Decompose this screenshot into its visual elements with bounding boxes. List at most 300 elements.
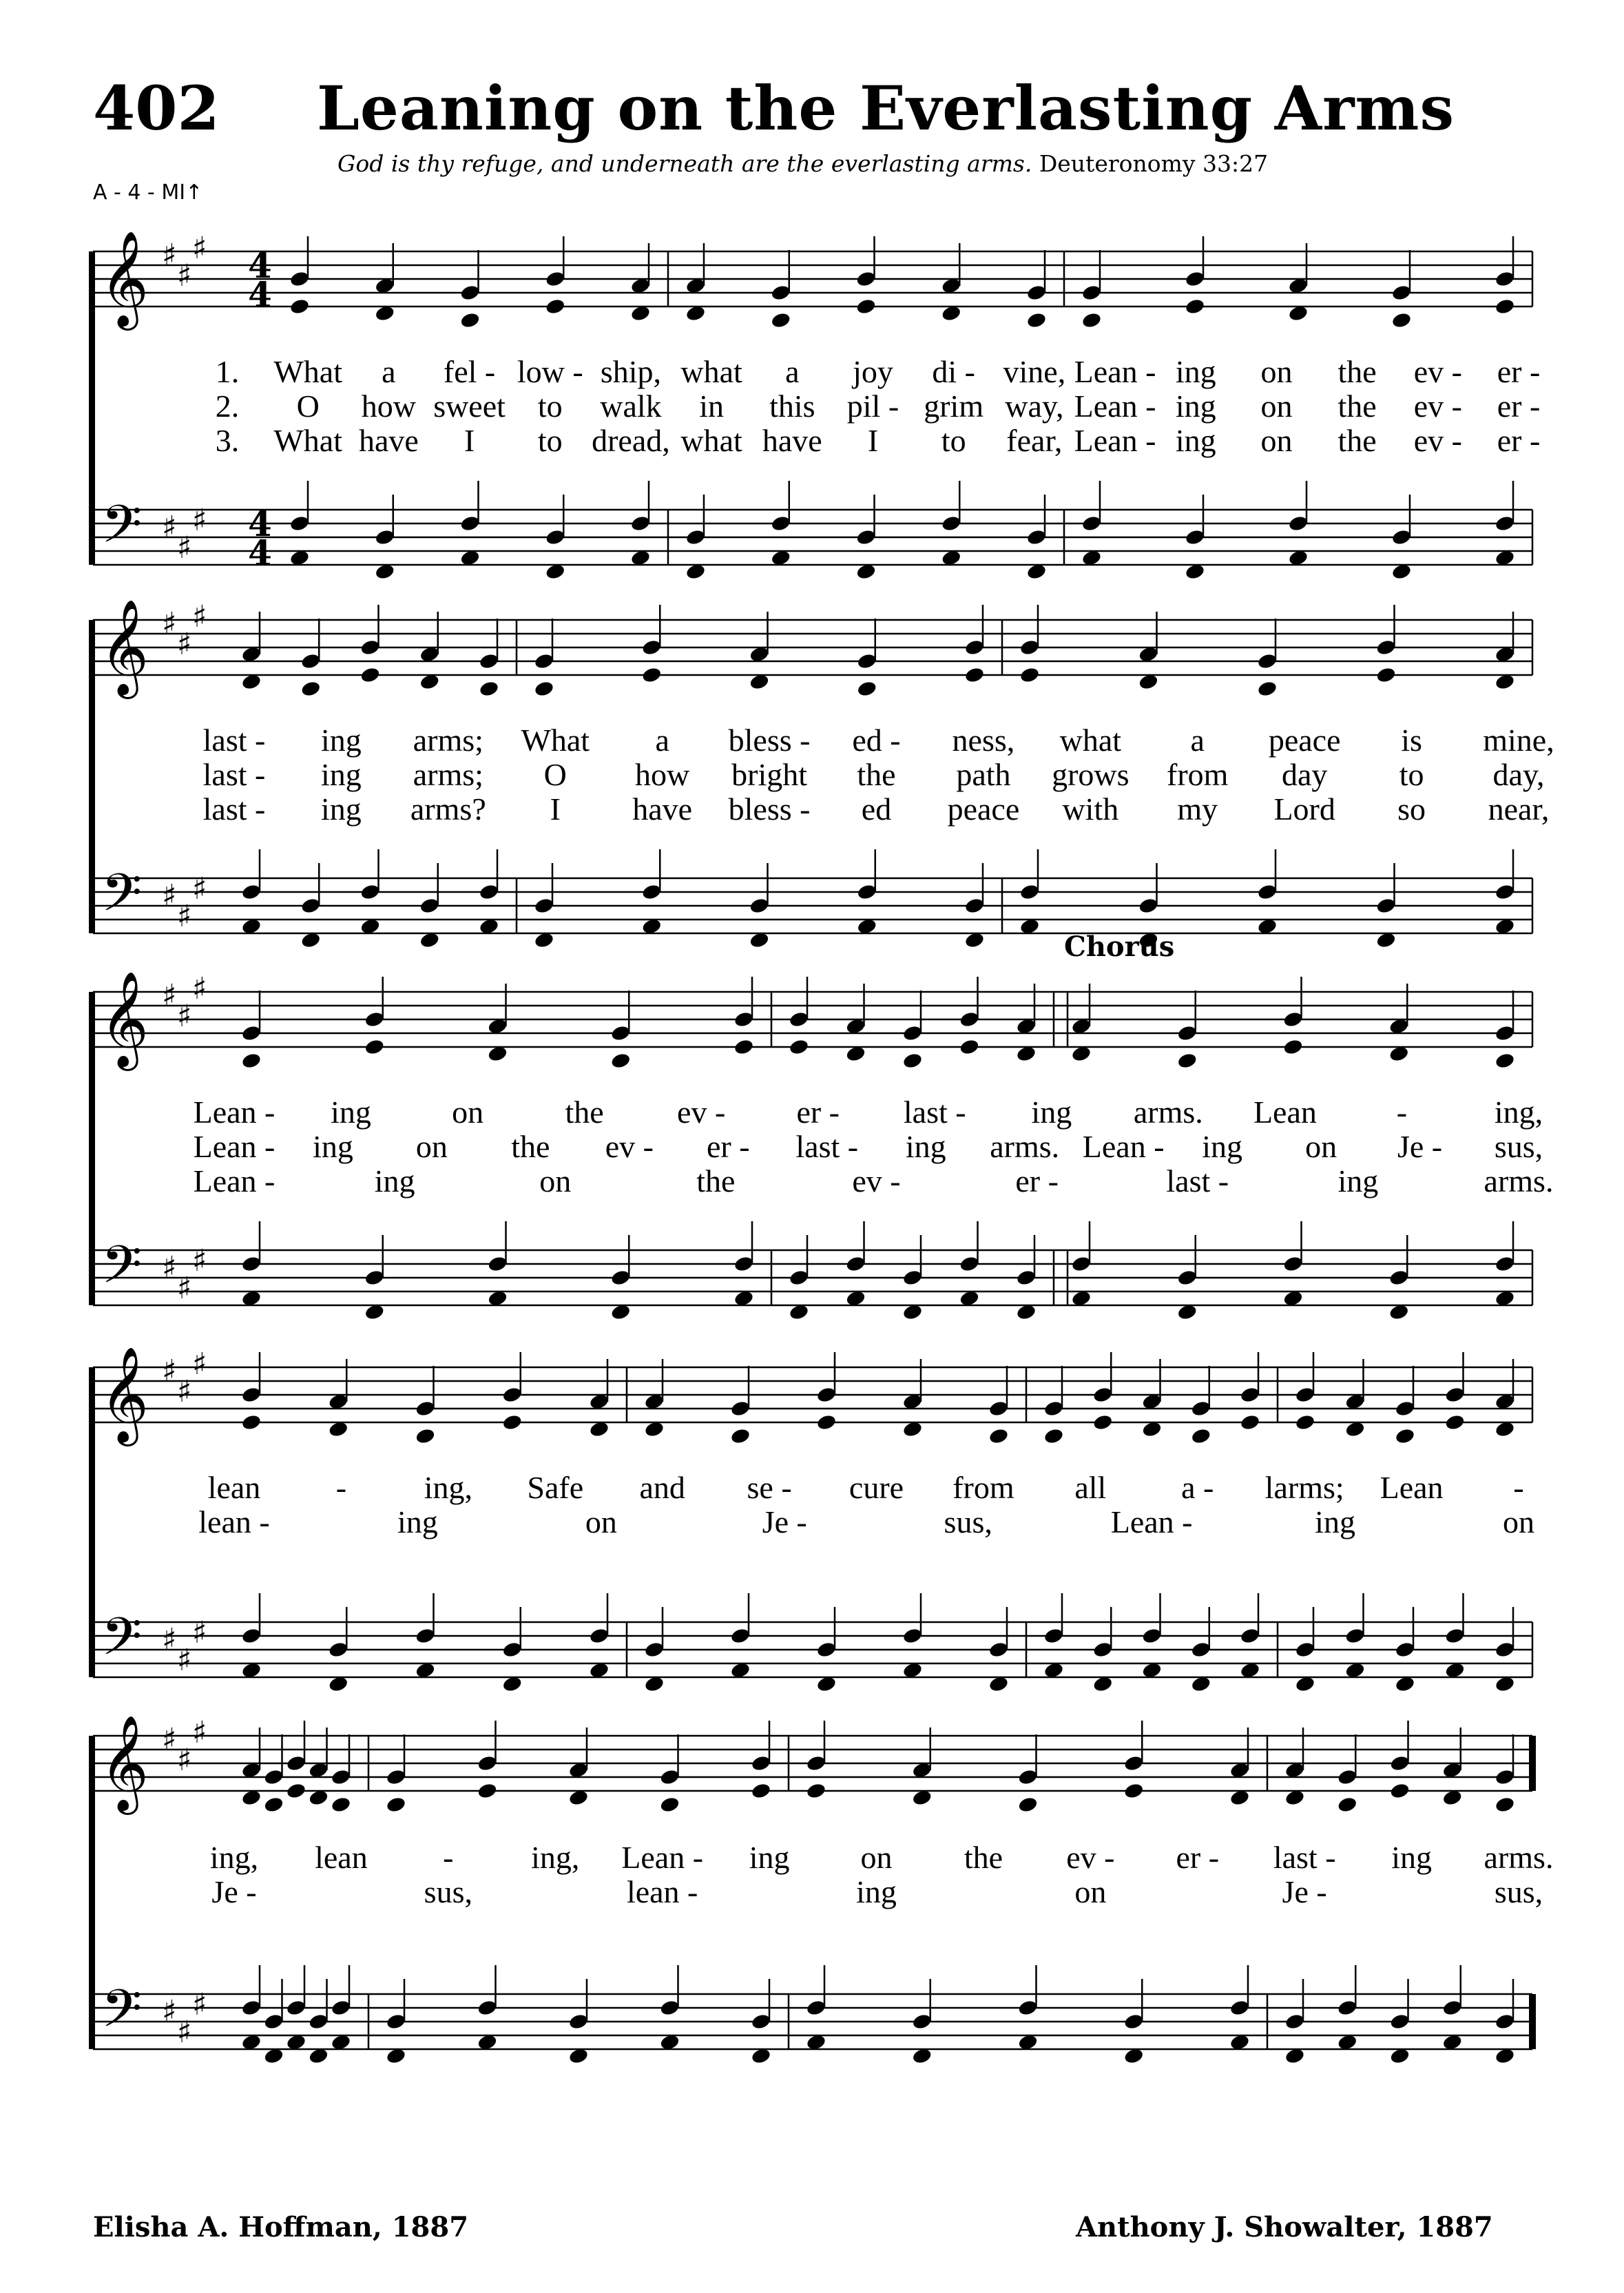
system-4-treble-notehead <box>501 1386 523 1404</box>
system-5-treble-notehead <box>477 1754 498 1772</box>
system-1-lyric-verse-2: how <box>361 388 416 424</box>
system-1-lyric-verse-2: O <box>296 388 320 424</box>
system-3-treble-notehead <box>364 1010 385 1028</box>
system-1-treble-notehead <box>770 284 791 302</box>
system-4-lyric-verse-1: - <box>1513 1470 1524 1505</box>
system-3-treble-notehead-lower <box>241 1052 262 1070</box>
system-2-lyric-verse-2: day <box>1281 757 1328 792</box>
system-4-treble-notehead-lower <box>1295 1413 1316 1431</box>
system-1-lyric-verse-2: Lean - <box>1074 388 1156 424</box>
system-1-treble-sharp: ♯ <box>177 258 192 293</box>
system-5-treble-sharp: ♯ <box>177 1743 192 1778</box>
system-4-treble-notehead <box>1240 1386 1261 1404</box>
system-1-bass-time-bottom: 4 <box>248 532 272 573</box>
system-4-treble-notehead-lower <box>1043 1427 1065 1445</box>
system-1-treble-notehead <box>459 284 481 302</box>
system-1-lyric-verse-2: on <box>1260 388 1293 424</box>
system-1-bass-notehead <box>1391 528 1413 546</box>
system-5-bass-notehead <box>286 1999 307 2017</box>
system-1-lyric-verse-3: to <box>537 423 563 458</box>
system-3-lyric-verse-1: er - <box>796 1094 840 1130</box>
system-5-bass-notehead <box>263 2013 284 2031</box>
system-2-bass-sharp: ♯ <box>162 878 177 913</box>
system-1-treble-notehead <box>545 270 566 288</box>
system-5-treble-clef: 𝄞 <box>100 1715 149 1811</box>
system-3-treble-notehead-lower <box>1282 1038 1304 1056</box>
system-1-lyric-verse-1: er - <box>1497 354 1541 389</box>
system-1-lyric-verse-3: what <box>680 423 742 458</box>
system-4-system-bar <box>89 1367 95 1677</box>
system-1-lyric-verse-1: What <box>273 354 342 389</box>
system-3-bass-notehead <box>487 1255 508 1273</box>
system-5-bass-sharp: ♯ <box>192 1987 207 2022</box>
system-5-lyric-verse-2: sus, <box>1494 1874 1543 1909</box>
system-1-lyric-verse-3: have <box>358 423 419 458</box>
system-1-lyric-verse-3: 3. <box>215 423 240 458</box>
system-4-lyric-verse-2: on <box>585 1504 617 1539</box>
system-5-lyric-verse-1: ing <box>1391 1840 1432 1875</box>
system-3-lyric-verse-2: on <box>1305 1129 1337 1164</box>
system-3-treble-notehead <box>1282 1010 1304 1028</box>
system-3-lyric-verse-1: Lean <box>1253 1094 1317 1130</box>
system-2-treble-notehead-lower <box>479 680 500 698</box>
scripture-reference: Deuteronomy 33:27 <box>1039 150 1269 177</box>
system-5-bass-sharp: ♯ <box>162 1994 177 2029</box>
system-2-bass-notehead <box>419 897 440 915</box>
system-4-treble-notehead <box>1295 1386 1316 1404</box>
system-5-bass-notehead <box>1495 2013 1516 2031</box>
system-4-bass-notehead <box>1141 1627 1163 1645</box>
system-3-bass-notehead <box>1071 1255 1092 1273</box>
system-5-lyric-verse-1: the <box>964 1840 1003 1875</box>
system-3-treble-notehead-lower <box>1495 1052 1516 1070</box>
system-5-lyric-verse-1: arms. <box>1484 1840 1554 1875</box>
system-1-bass-notehead <box>374 528 395 546</box>
system-1-lyric-verse-1: ship, <box>600 354 662 389</box>
system-3-bass-notehead <box>1282 1255 1304 1273</box>
system-3-lyric-verse-3: er - <box>1015 1163 1059 1199</box>
system-3-lyric-verse-1: ing, <box>1494 1094 1543 1130</box>
system-1-lyric-verse-1: vine, <box>1003 354 1066 389</box>
system-1-lyric-verse-2: this <box>769 388 815 424</box>
system-5-bass-notehead <box>911 2013 933 2031</box>
system-2-bass-notehead <box>360 883 381 901</box>
system-4-lyric-verse-1: Lean <box>1380 1470 1444 1505</box>
system-5-bass-clef: 𝄢 <box>101 1978 143 2052</box>
system-4-lyric-verse-1: ing, <box>424 1470 472 1505</box>
system-3-treble-notehead <box>1495 1024 1516 1042</box>
system-5-treble-notehead <box>386 1768 407 1786</box>
system-3-lyric-verse-3: on <box>539 1163 572 1199</box>
system-2-treble-notehead <box>300 652 322 670</box>
system-2-bass-notehead <box>534 897 555 915</box>
system-2-lyric-verse-2: bright <box>731 757 808 792</box>
system-5-lyric-verse-1: - <box>443 1840 454 1875</box>
system-3-bass-notehead <box>902 1269 924 1287</box>
system-4-bass-notehead <box>1240 1627 1261 1645</box>
system-5-treble-notehead-lower <box>331 1796 352 1814</box>
system-4-treble-notehead <box>1395 1400 1416 1418</box>
system-1-lyric-verse-1: a <box>785 354 800 389</box>
system-3-bass-notehead <box>610 1269 632 1287</box>
system-5-bass-notehead <box>1284 2013 1306 2031</box>
system-3-lyric-verse-1: - <box>1396 1094 1408 1130</box>
system-1-treble-notehead <box>289 270 311 288</box>
system-5-lyric-verse-2: Je - <box>1282 1874 1327 1909</box>
system-2-lyric-verse-2: from <box>1167 757 1229 792</box>
system-2-lyric-verse-1: a <box>655 723 669 758</box>
system-3-treble-notehead <box>902 1024 924 1042</box>
system-5-lyric-verse-2: sus, <box>424 1874 472 1909</box>
system-3-bass-notehead <box>845 1255 866 1273</box>
system-5-lyric-verse-2: lean - <box>626 1874 698 1909</box>
system-2-lyric-verse-2: path <box>956 757 1011 792</box>
system-2-bass-notehead <box>300 897 322 915</box>
system-1-bass-notehead <box>770 515 791 532</box>
system-1-bass-sharp: ♯ <box>177 530 192 566</box>
system-4-bass-notehead <box>1344 1627 1366 1645</box>
system-2-lyric-verse-3: last - <box>202 791 266 827</box>
system-2-treble-notehead-lower <box>856 680 877 698</box>
system-1-lyric-verse-3: I <box>464 423 475 458</box>
system-5-bass-notehead <box>1017 1999 1039 2017</box>
system-4-bass-notehead <box>1395 1641 1416 1659</box>
system-5-lyric-verse-1: ev - <box>1066 1840 1115 1875</box>
system-3-lyric-verse-2: arms. <box>990 1129 1060 1164</box>
system-1-lyric-verse-2: er - <box>1497 388 1541 424</box>
system-4-lyric-verse-1: cure <box>849 1470 904 1505</box>
system-4-bass-notehead <box>730 1627 751 1645</box>
system-5-lyric-verse-1: last - <box>1273 1840 1336 1875</box>
system-1-treble-clef: 𝄞 <box>100 231 149 326</box>
system-1-lyric-verse-3: on <box>1260 423 1293 458</box>
system-4-bass-notehead <box>1190 1641 1211 1659</box>
system-2-bass-notehead <box>964 897 986 915</box>
system-1-treble-notehead-lower <box>545 298 566 315</box>
system-4-treble-sharp: ♯ <box>162 1353 177 1389</box>
system-3-treble-notehead <box>959 1010 980 1028</box>
system-5-bass-notehead <box>477 1999 498 2017</box>
system-1-lyric-verse-1: what <box>680 354 742 389</box>
system-1-lyric-verse-1: ev - <box>1413 354 1462 389</box>
system-1-treble-notehead <box>1391 284 1413 302</box>
system-4-lyric-verse-1: se - <box>747 1470 792 1505</box>
system-2-lyric-verse-2: O <box>543 757 567 792</box>
system-1-lyric-verse-1: a <box>382 354 396 389</box>
system-2-treble-notehead <box>1375 639 1397 656</box>
system-1-bass-sharp: ♯ <box>162 510 177 545</box>
system-5-bass-notehead <box>331 1999 352 2017</box>
system-4-lyric-verse-1: all <box>1074 1470 1107 1505</box>
system-4-lyric-verse-1: from <box>952 1470 1014 1505</box>
system-1-lyric-verse-2: 2. <box>215 388 240 424</box>
system-3-lyric-verse-1: Lean - <box>193 1094 275 1130</box>
system-1-lyric-verse-3: What <box>273 423 342 458</box>
system-2-lyric-verse-3: bless - <box>728 791 811 827</box>
composer-credit: Anthony J. Showalter, 1887 <box>1076 2211 1493 2243</box>
system-5-treble-notehead-lower <box>751 1782 772 1800</box>
system-4-bass-notehead <box>1444 1627 1466 1645</box>
system-5-bass-sharp: ♯ <box>177 2015 192 2050</box>
system-2-treble-sharp: ♯ <box>192 599 207 634</box>
system-2-treble-notehead <box>534 652 555 670</box>
system-3-treble-sharp: ♯ <box>162 978 177 1013</box>
system-2-bass-notehead <box>479 883 500 901</box>
system-3-lyric-verse-2: ing <box>313 1129 353 1164</box>
system-3-lyric-verse-2: ing <box>1202 1129 1243 1164</box>
system-5-treble-notehead-lower <box>806 1782 827 1800</box>
system-4-bass-notehead <box>415 1627 436 1645</box>
system-4-bass-notehead <box>1495 1641 1516 1659</box>
system-3-bass-sharp: ♯ <box>162 1250 177 1285</box>
system-4-bass-notehead <box>1092 1641 1114 1659</box>
system-5-treble-notehead <box>1123 1754 1145 1772</box>
system-2-lyric-verse-1: is <box>1401 723 1422 758</box>
system-3-treble-notehead-lower <box>902 1052 924 1070</box>
system-2-bass-sharp: ♯ <box>192 871 207 906</box>
system-2-bass-notehead <box>241 883 262 901</box>
system-1-bass-notehead <box>1495 515 1516 532</box>
system-3-lyric-verse-2: on <box>415 1129 448 1164</box>
system-1-treble-notehead-lower <box>855 298 877 315</box>
system-3-lyric-verse-2: Lean - <box>193 1129 275 1164</box>
system-4-lyric-verse-2: on <box>1503 1504 1534 1539</box>
system-3-lyric-verse-1: the <box>565 1094 604 1130</box>
system-2-lyric-verse-1: what <box>1059 723 1122 758</box>
system-1-treble-notehead <box>855 270 877 288</box>
system-5-treble-notehead-lower <box>1123 1782 1145 1800</box>
system-5-treble-notehead <box>659 1768 680 1786</box>
system-1-bass-sharp: ♯ <box>192 503 207 538</box>
system-3-bass-notehead <box>1495 1255 1516 1273</box>
system-2-bass-notehead <box>1019 883 1041 901</box>
system-4-lyric-verse-2: sus, <box>944 1504 992 1539</box>
system-3-bass-notehead <box>959 1255 980 1273</box>
system-1-bass-notehead <box>1288 515 1309 532</box>
system-4-treble-notehead <box>1092 1386 1114 1404</box>
system-1-lyric-verse-2: pil - <box>846 388 899 424</box>
system-2-bass-notehead <box>641 883 663 901</box>
system-3-treble-notehead-lower <box>610 1052 632 1070</box>
system-3-treble-notehead <box>241 1024 262 1042</box>
system-1-system-bar <box>89 251 95 565</box>
system-1-lyric-verse-2: ev - <box>1413 388 1462 424</box>
system-5-treble-notehead-lower <box>1389 1782 1410 1800</box>
system-2-lyric-verse-1: ed - <box>852 723 901 758</box>
system-4-lyric-verse-1: Safe <box>527 1470 584 1505</box>
system-3-lyric-verse-2: Lean - <box>1082 1129 1165 1164</box>
system-4-treble-notehead <box>988 1400 1010 1418</box>
system-1-treble-notehead <box>1081 284 1103 302</box>
system-5-treble-notehead-lower <box>477 1782 498 1800</box>
system-3-treble-notehead-lower <box>1176 1052 1198 1070</box>
system-4-treble-notehead-lower <box>1190 1427 1211 1445</box>
system-4-treble-notehead <box>241 1386 262 1404</box>
system-1-bass-notehead <box>855 528 877 546</box>
system-5-lyric-verse-2: ing <box>856 1874 897 1909</box>
system-2-lyric-verse-2: arms; <box>413 757 483 792</box>
system-1-lyric-verse-2: the <box>1337 388 1377 424</box>
system-3-treble-notehead-lower <box>733 1038 755 1056</box>
system-2-treble-notehead <box>964 639 986 656</box>
hymn-number: 402 <box>93 72 220 144</box>
system-1-treble-sharp: ♯ <box>162 238 177 273</box>
system-5-bass-notehead <box>659 1999 680 2017</box>
system-2-bass-notehead <box>1495 883 1516 901</box>
system-1-lyric-verse-3: fear, <box>1006 423 1063 458</box>
system-3-bass-sharp: ♯ <box>177 1271 192 1306</box>
system-5-bass-notehead <box>568 2013 590 2031</box>
system-5-treble-notehead-lower <box>1017 1796 1039 1814</box>
system-1-lyric-verse-3: er - <box>1497 423 1541 458</box>
system-1-lyric-verse-1: the <box>1337 354 1377 389</box>
system-3-treble-sharp: ♯ <box>177 999 192 1034</box>
system-5-treble-notehead-lower <box>286 1782 307 1800</box>
system-4-treble-notehead-lower <box>1395 1427 1416 1445</box>
system-2-bass-notehead <box>856 883 877 901</box>
system-4-treble-notehead-lower <box>241 1413 262 1431</box>
system-1-lyric-verse-1: Lean - <box>1074 354 1156 389</box>
system-5-treble-notehead <box>1495 1768 1516 1786</box>
system-3-treble-clef: 𝄞 <box>100 971 149 1067</box>
key-label: A - 4 - MI↑ <box>93 180 203 205</box>
system-3-bass-notehead <box>1016 1269 1037 1287</box>
system-4-lyric-verse-1: lean <box>207 1470 261 1505</box>
system-4-treble-notehead-lower <box>988 1427 1010 1445</box>
system-1-bass-notehead <box>1185 528 1206 546</box>
system-3-treble-notehead <box>1176 1024 1198 1042</box>
system-5-lyric-verse-1: ing, <box>531 1840 580 1875</box>
system-1-bass-notehead <box>941 515 962 532</box>
system-3-treble-notehead <box>610 1024 632 1042</box>
system-2-lyric-verse-1: peace <box>1268 723 1341 758</box>
system-2-lyric-verse-1: ness, <box>952 723 1015 758</box>
system-1-lyric-verse-2: ing <box>1175 388 1216 424</box>
system-1-bass-notehead <box>459 515 481 532</box>
system-5-treble-notehead <box>286 1754 307 1772</box>
system-3-lyric-verse-2: the <box>511 1129 550 1164</box>
system-2-lyric-verse-1: What <box>521 723 590 758</box>
system-5-bass-notehead <box>386 2013 407 2031</box>
chorus-label: Chorus <box>1064 931 1175 963</box>
system-5-treble-notehead-lower <box>386 1796 407 1814</box>
system-4-treble-notehead <box>1190 1400 1211 1418</box>
system-2-bass-sharp: ♯ <box>177 899 192 934</box>
system-1-lyric-verse-1: di - <box>932 354 975 389</box>
system-1-treble-notehead-lower <box>289 298 311 315</box>
system-2-bass-notehead <box>1375 897 1397 915</box>
system-5-bass-notehead <box>806 1999 827 2017</box>
system-5-lyric-verse-1: er - <box>1176 1840 1220 1875</box>
system-5-bass-notehead <box>1337 1999 1358 2017</box>
system-3-lyric-verse-3: the <box>696 1163 736 1199</box>
system-5-bass-notehead <box>1123 2013 1145 2031</box>
system-5-lyric-verse-1: Lean - <box>621 1840 704 1875</box>
system-3-lyric-verse-2: ing <box>905 1129 946 1164</box>
system-2-lyric-verse-3: so <box>1397 791 1426 827</box>
system-4-treble-notehead-lower <box>501 1413 523 1431</box>
system-3-bass-notehead <box>733 1255 755 1273</box>
system-5-bass-notehead <box>751 2013 772 2031</box>
system-5-treble-notehead <box>751 1754 772 1772</box>
system-2-treble-clef: 𝄞 <box>100 599 149 695</box>
system-3-treble-notehead <box>733 1010 755 1028</box>
system-4-lyric-verse-2: ing <box>397 1504 438 1539</box>
hymn-title: Leaning on the Everlasting Arms <box>317 72 1455 144</box>
system-4-treble-notehead <box>730 1400 751 1418</box>
system-3-bass-notehead <box>1388 1269 1410 1287</box>
system-4-treble-notehead-lower <box>1240 1413 1261 1431</box>
system-1-lyric-verse-2: sweet <box>433 388 506 424</box>
system-2-treble-notehead-lower <box>360 666 381 684</box>
system-1-lyric-verse-2: walk <box>600 388 662 424</box>
system-1-lyric-verse-3: have <box>762 423 822 458</box>
system-5-treble-notehead-lower <box>1337 1796 1358 1814</box>
system-4-treble-notehead-lower <box>1444 1413 1466 1431</box>
system-1-treble-notehead-lower <box>770 311 791 329</box>
system-2-lyric-verse-2: ing <box>321 757 362 792</box>
system-5-treble-notehead <box>1337 1768 1358 1786</box>
system-4-bass-notehead <box>902 1627 924 1645</box>
system-5-lyric-verse-2: on <box>1074 1874 1107 1909</box>
system-4-bass-clef: 𝄢 <box>101 1606 143 1680</box>
system-3-lyric-verse-2: ev - <box>605 1129 654 1164</box>
system-5-lyric-verse-1: ing <box>749 1840 790 1875</box>
system-2-bass-clef: 𝄢 <box>101 862 143 936</box>
system-3-treble-notehead <box>789 1010 810 1028</box>
system-4-treble-notehead-lower <box>730 1427 751 1445</box>
system-1-lyric-verse-1: fel - <box>443 354 496 389</box>
system-2-lyric-verse-1: bless - <box>728 723 811 758</box>
system-4-bass-notehead <box>988 1641 1010 1659</box>
system-4-treble-sharp: ♯ <box>192 1347 207 1382</box>
system-2-lyric-verse-2: last - <box>202 757 266 792</box>
system-3-treble-notehead-lower <box>364 1038 385 1056</box>
system-1-lyric-verse-3: I <box>867 423 879 458</box>
system-2-lyric-verse-2: the <box>857 757 896 792</box>
system-2-lyric-verse-3: have <box>632 791 693 827</box>
system-1-lyric-verse-3: to <box>941 423 966 458</box>
system-1-lyric-verse-3: Lean - <box>1074 423 1156 458</box>
system-4-lyric-verse-2: Lean - <box>1110 1504 1193 1539</box>
system-2-lyric-verse-2: how <box>635 757 690 792</box>
system-4-lyric-verse-2: lean - <box>198 1504 270 1539</box>
scripture-quote: God is thy refuge, and underneath are the everlasting arms. <box>337 150 1032 177</box>
system-3-bass-sharp: ♯ <box>192 1243 207 1278</box>
system-1-treble-sharp: ♯ <box>192 231 207 266</box>
system-3-lyric-verse-2: last - <box>795 1129 859 1164</box>
system-1-treble-notehead <box>1495 270 1516 288</box>
system-2-treble-sharp: ♯ <box>162 606 177 641</box>
system-4-treble-notehead-lower <box>816 1413 837 1431</box>
system-2-treble-notehead <box>856 652 877 670</box>
system-2-lyric-verse-2: day, <box>1492 757 1545 792</box>
system-4-lyric-verse-1: a - <box>1181 1470 1214 1505</box>
system-4-treble-notehead <box>1444 1386 1466 1404</box>
system-5-treble-notehead <box>1017 1768 1039 1786</box>
system-3-lyric-verse-2: er - <box>707 1129 750 1164</box>
system-3-bass-clef: 𝄢 <box>101 1234 143 1308</box>
system-4-lyric-verse-1: and <box>639 1470 685 1505</box>
system-1-bass-notehead <box>685 528 707 546</box>
system-1-lyric-verse-2: way, <box>1005 388 1064 424</box>
system-3-lyric-verse-3: arms. <box>1484 1163 1554 1199</box>
system-1-bass-notehead <box>1081 515 1103 532</box>
system-2-bass-notehead <box>1138 897 1159 915</box>
system-3-treble-notehead-lower <box>959 1038 980 1056</box>
system-2-lyric-verse-3: arms? <box>410 791 486 827</box>
system-1-lyric-verse-1: on <box>1260 354 1293 389</box>
